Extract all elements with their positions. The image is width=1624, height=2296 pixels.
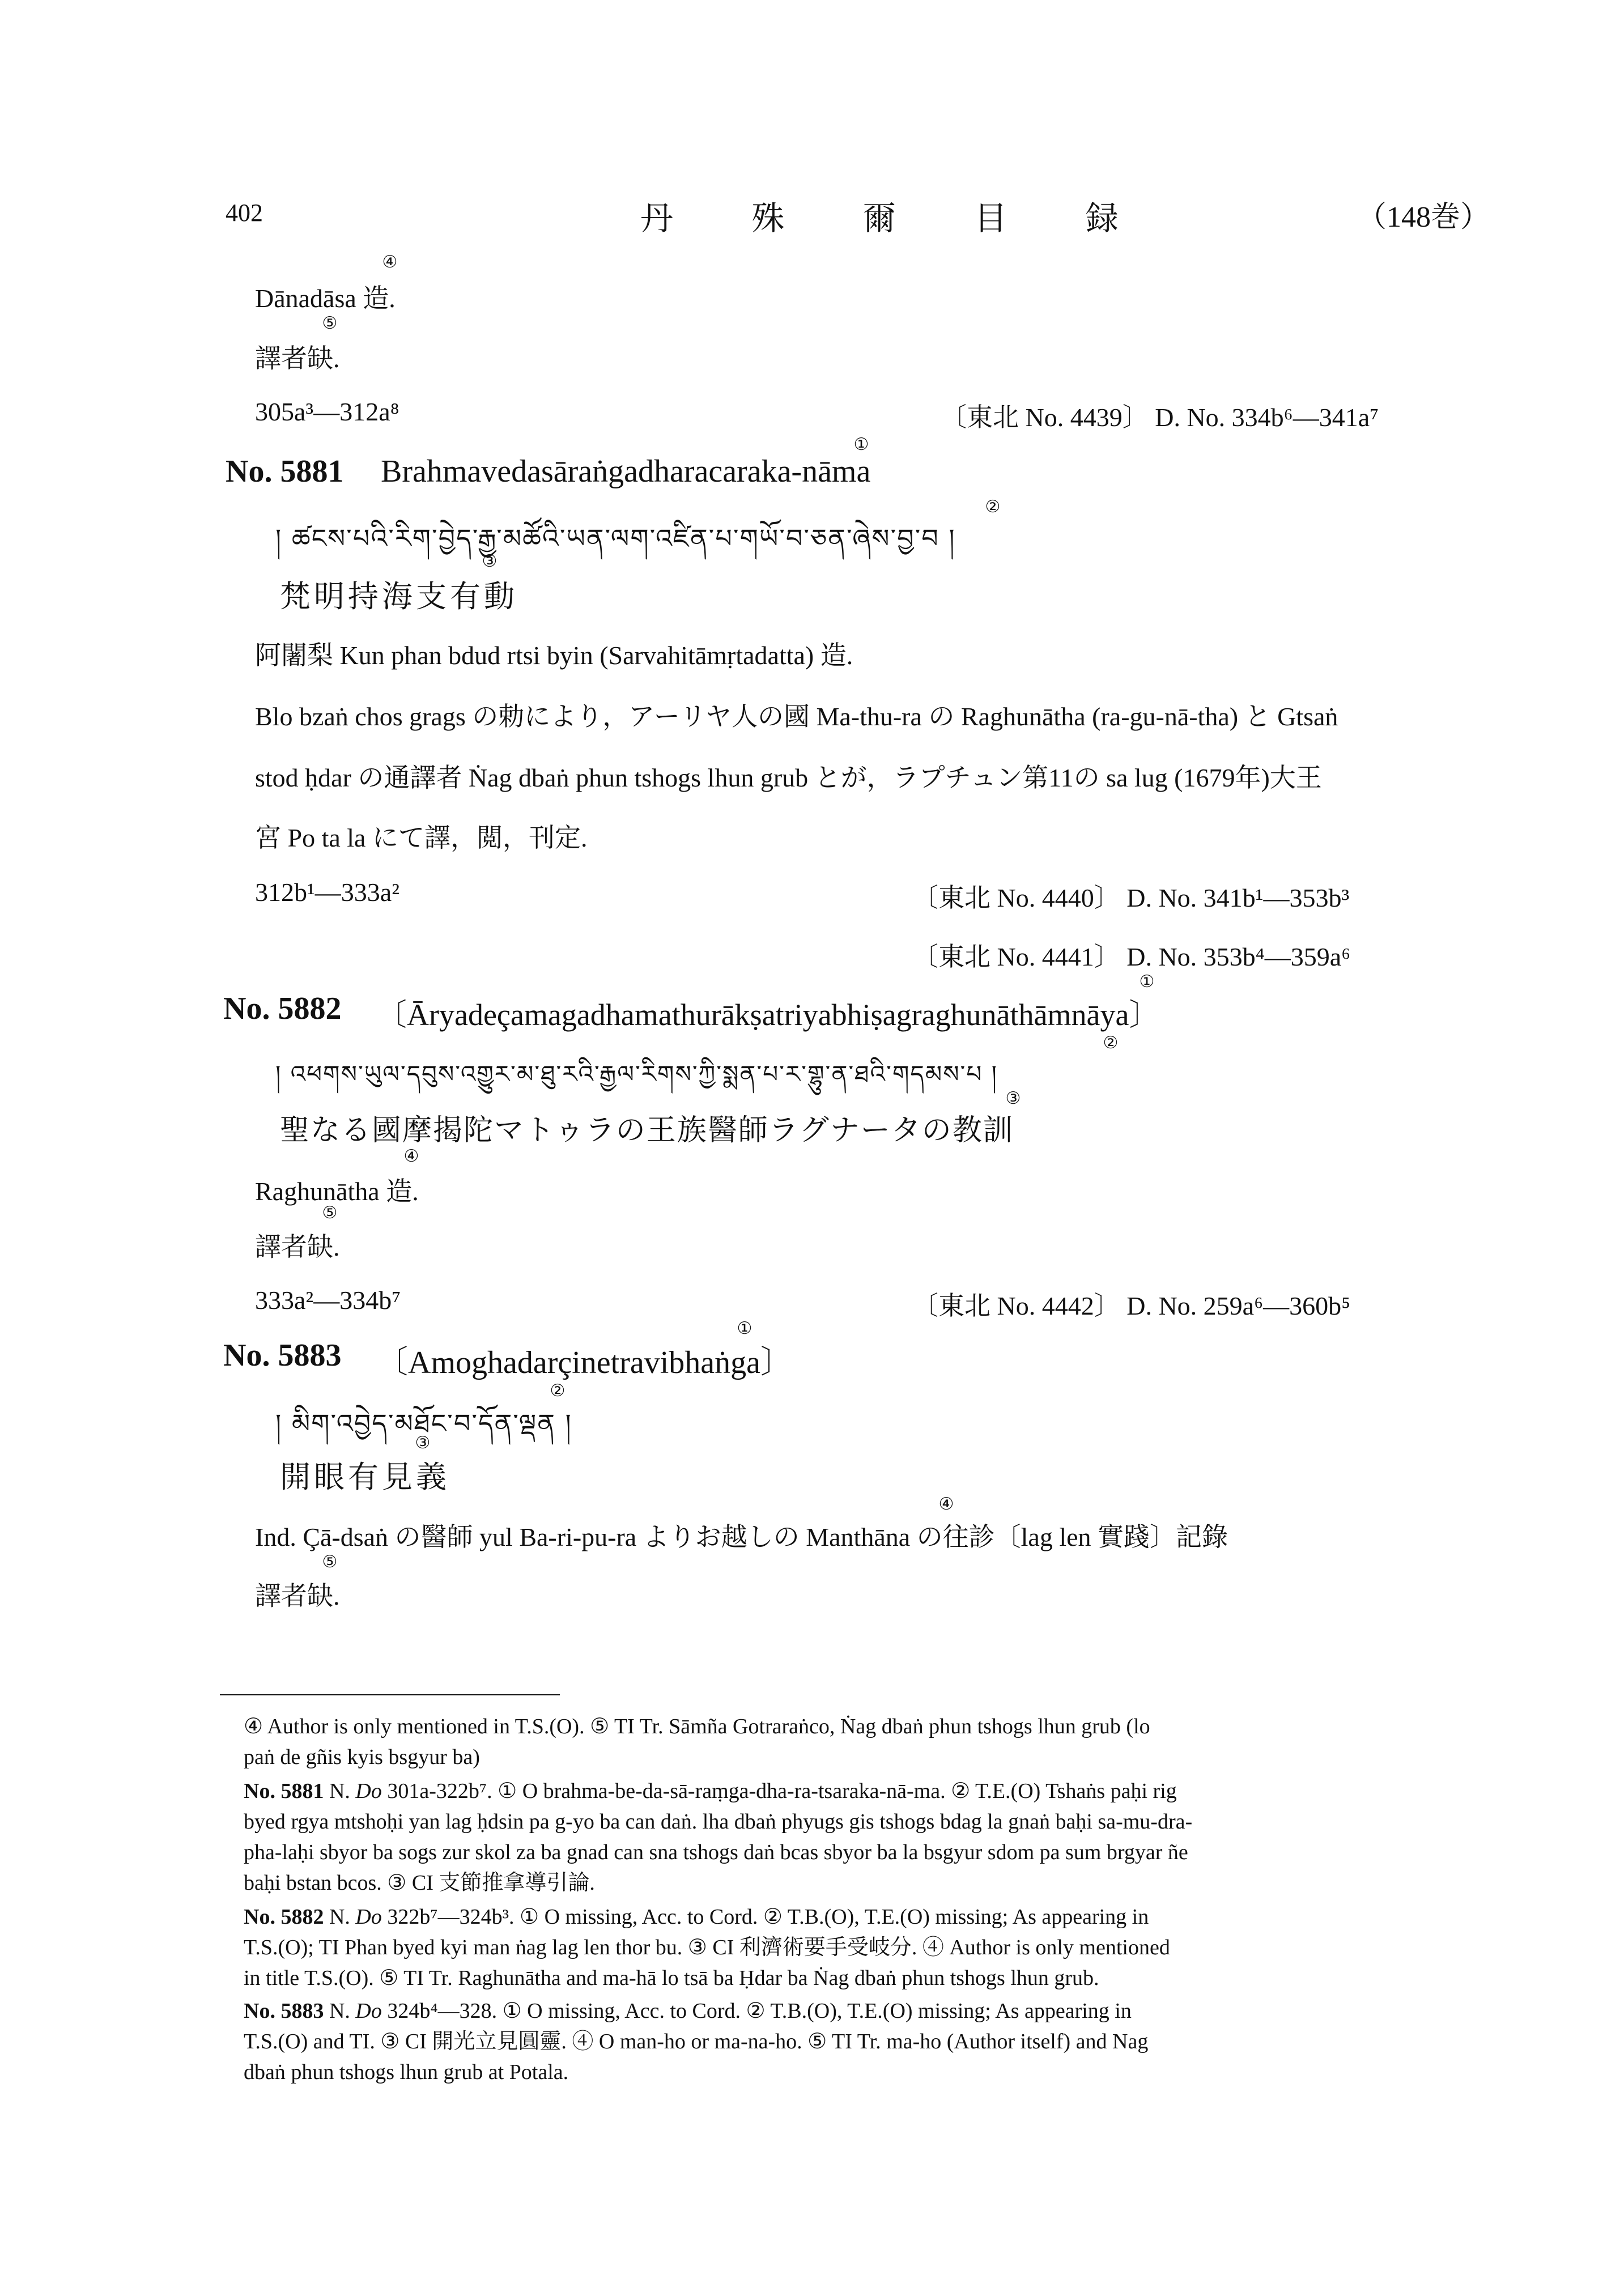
entry-tohoku: 〔東北 No. 4442〕 D. No. 259a⁶—360b⁵ (912, 1291, 1351, 1320)
footnote-line: byed rgya mtshoḥi yan lag ḥdsin pa g-yo ba can daṅ. lha dbaṅ phyugs gis tshogs bdag la gnaṅ baḥi sa-mu-dra- (244, 1810, 1193, 1834)
entry-number: No. 5881 (226, 454, 344, 489)
note-marker: ③ (1005, 1089, 1021, 1108)
footnote-line: No. 5881 N. Do 301a-322b⁷. ① O brahma-be-da-sā-raṃga-dha-ra-tsaraka-nā-ma. ② T.E.(O) Tshaṅs paḥi rig (244, 1779, 1177, 1803)
footnote-rule (220, 1694, 560, 1695)
entry-translator: 譯者缺. (255, 1581, 340, 1610)
note-marker: ③ (482, 552, 498, 571)
entry-author: 阿闍梨 Kun phan bdud rtsi byin (Sarvahitāmṛtadatta) 造. (255, 641, 853, 670)
page-title: 丹 殊 爾 目 録 (640, 199, 1153, 237)
note-marker: ② (550, 1381, 566, 1400)
footnote-line: dbaṅ phun tshogs lhun grub at Potala. (244, 2060, 569, 2084)
note-marker: ② (1103, 1034, 1119, 1052)
entry-title: Brahmavedasāraṅgadharacaraka-nāma (381, 454, 871, 489)
entry-number: No. 5882 (223, 991, 342, 1026)
footnote-text: 322b⁷—324b³. ① O missing, Acc. to Cord. ② T.B.(O), T.E.(O) missing; As appearing in (387, 1905, 1149, 1929)
entry-number: No. 5883 (223, 1338, 342, 1373)
entry-body: Ind. Çā-dsaṅ の醫師 yul Ba-ri-pu-ra よりお越しの Manthāna の往診〔lag len 實踐〕記錄 (255, 1523, 1228, 1551)
chinese-title: 梵明持海支有動 (280, 579, 518, 614)
prev-translator: 譯者缺. (255, 344, 340, 373)
footnote-doc: Do (355, 1999, 382, 2023)
footnote-line: baḥi bstan bcos. ③ CI 支節推拿導引論. (244, 1871, 595, 1895)
footnote-line: in title T.S.(O). ⑤ TI Tr. Raghunātha and ma-hā lo tsā ba Ḥdar ba Ṅag dbaṅ phun tshogs lhun grub. (244, 1966, 1099, 1990)
footnote-line: paṅ de gñis kyis bsgyur ba) (244, 1745, 480, 1769)
entry-body: stod ḥdar の通譯者 Ṅag dbaṅ phun tshogs lhun grub とが，ラプチュン第11の sa lug (1679年)大王 (255, 763, 1322, 792)
footnote-text: 301a-322b⁷. ① O brahma-be-da-sā-raṃga-dha-ra-tsaraka-nā-ma. ② T.E.(O) Tshaṅs paḥi rig (387, 1779, 1177, 1803)
footnote-block (244, 1711, 1468, 1772)
page-number: 402 (226, 199, 263, 227)
entry-tohoku: 〔東北 No. 4440〕 D. No. 341b¹—353b³ (912, 883, 1350, 912)
note-marker: ① (1139, 972, 1155, 991)
footnote-line: ④ Author is only mentioned in T.S.(O). ⑤ TI Tr. Sāmña Gotraraṅco, Ṅag dbaṅ phun tshogs lhun grub (lo (244, 1715, 1150, 1738)
entry-title: 〔Amoghadarçinetravibhaṅga〕 (376, 1345, 792, 1380)
entry-range: 312b¹—333a² (255, 878, 399, 907)
footnote-line: T.S.(O) and TI. ③ CI 開光立見圓靈. ④ O man-ho or ma-na-ho. ⑤ TI Tr. ma-ho (Author itself) and Nag (244, 2030, 1149, 2053)
prev-range: 305a³—312a⁸ (255, 397, 399, 426)
footnote-doc: Do (355, 1779, 382, 1803)
japanese-title: 聖なる國摩揭陀マトゥラの王族醫師ラグナータの教訓 (280, 1113, 1014, 1147)
entry-body: Blo bzaṅ chos grags の勅により，アーリヤ人の國 Ma-thu-ra の Raghunātha (ra-gu-nā-tha) と Gtsaṅ (255, 702, 1338, 731)
note-marker: ① (737, 1319, 753, 1338)
footnote-line: No. 5883 N. Do 324b⁴—328. ① O missing, Acc. to Cord. ② T.B.(O), T.E.(O) missing; As appearing in (244, 1999, 1132, 2023)
footnote-block (244, 1902, 1468, 1993)
note-marker: ④ (382, 253, 398, 271)
footnote-doc: Do (355, 1905, 382, 1929)
entry-author: Raghunātha 造. (255, 1177, 419, 1206)
note-marker: ③ (415, 1434, 431, 1452)
volume-label: （148巻） (1357, 201, 1490, 233)
tibetan-title: ། མིག་འབྱེད་མཐོང་བ་དོན་ལྡན ། (275, 1408, 572, 1439)
footnote-block (244, 1996, 1468, 2087)
footnote-entry-number: No. 5882 (244, 1905, 324, 1929)
prev-tohoku: 〔東北 No. 4439〕 D. No. 334b⁶—341a⁷ (941, 403, 1379, 432)
note-marker: ⑤ (322, 1204, 338, 1222)
tibetan-title: ། འཕགས་ཡུལ་དབུས་འགྱུར་མ་ཐུ་རའི་རྒྱལ་རིགས་ཀྱི་སྨན་པ་ར་གྷུ་ན་ཐའི་གདམས་པ ། (275, 1060, 998, 1088)
note-marker: ⑤ (322, 1553, 338, 1571)
footnote-line: T.S.(O); TI Phan byed kyi man ṅag lag len thor bu. ③ CI 利濟術要手受岐分. ④ Author is only mentioned (244, 1936, 1170, 1959)
entry-range: 333a²—334b⁷ (255, 1286, 401, 1315)
note-marker: ① (853, 435, 869, 454)
chinese-title: 開眼有見義 (280, 1459, 450, 1495)
note-marker: ④ (403, 1147, 419, 1166)
entry-title: 〔Āryadeçamagadhamathurākṣatriyabhiṣagraghunāthāmnāya〕 (376, 998, 1160, 1032)
tibetan-title: ། ཚངས་པའི་རིག་བྱེད་རྒྱ་མཚོའི་ཡན་ལག་འཛིན་པ་གཡོ་བ་ཅན་ཞེས་བྱ་བ ། (275, 523, 956, 554)
note-marker: ② (985, 498, 1001, 516)
note-marker: ⑤ (322, 314, 338, 333)
entry-body: 宮 Po ta la にて譯，閲，刊定. (255, 823, 588, 852)
note-marker: ④ (938, 1495, 954, 1513)
footnote-entry-number: No. 5883 (244, 1999, 324, 2023)
entry-tohoku: 〔東北 No. 4441〕 D. No. 353b⁴—359a⁶ (912, 942, 1351, 971)
footnote-text: 324b⁴—328. ① O missing, Acc. to Cord. ② T.B.(O), T.E.(O) missing; As appearing in (387, 1999, 1132, 2023)
entry-translator: 譯者缺. (255, 1232, 340, 1261)
footnote-entry-number: No. 5881 (244, 1779, 324, 1803)
footnote-block (244, 1776, 1468, 1898)
prev-author: Dānadāsa 造. (255, 284, 396, 313)
footnote-line: pha-laḥi sbyor ba sogs zur skol za ba gnad can sna tshogs daṅ bcas sbyor ba la bsgyur sdom pa sum brgyar ñe (244, 1840, 1188, 1864)
footnote-line: No. 5882 N. Do 322b⁷—324b³. ① O missing, Acc. to Cord. ② T.B.(O), T.E.(O) missing; As appearing in (244, 1905, 1149, 1929)
